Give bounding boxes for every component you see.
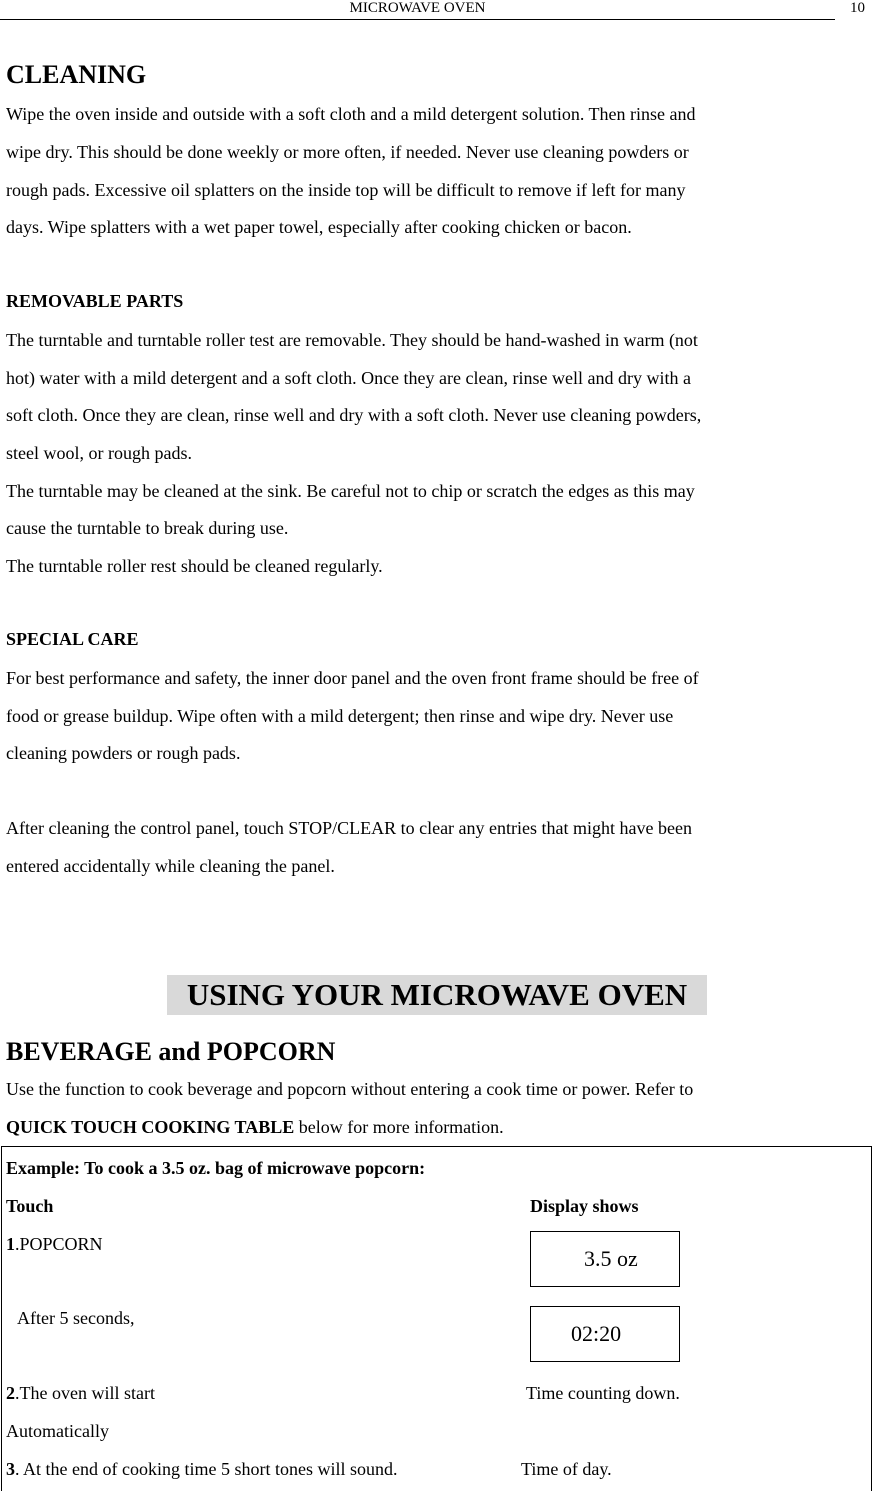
cleaning-heading: CLEANING [6,60,147,89]
removable-line: The turntable may be cleaned at the sink. Be careful not to chip or scratch the edges as this may [6,481,695,501]
step-1-text: .POPCORN [15,1234,103,1254]
special-line: entered accidentally while cleaning the panel. [6,856,335,876]
step-1-number: 1 [6,1234,15,1254]
header-rule [0,19,835,20]
touch-column-label [6,1194,53,1218]
removable-line: The turntable and turntable roller test are removable. They should be hand-washed in warm (not [6,330,698,350]
step-2-text-continued: Automatically [6,1421,109,1441]
beverage-popcorn-heading: BEVERAGE and POPCORN [6,1037,336,1066]
step-1 [6,1232,103,1256]
display-readout-weight: 3.5 oz [530,1231,680,1287]
step-3-text: . At the end of cooking time 5 short tones will sound. [15,1459,398,1479]
step-2-text: .The oven will start [15,1383,155,1403]
cleaning-line: Wipe the oven inside and outside with a soft cloth and a mild detergent solution. Then rinse and [6,104,696,124]
quick-touch-table-ref: QUICK TOUCH COOKING TABLE [6,1117,295,1137]
removable-line: The turntable roller rest should be cleaned regularly. [6,556,383,576]
touch-label-text: Touch [6,1196,54,1216]
removable-parts-heading: REMOVABLE PARTS [6,291,184,311]
removable-line: hot) water with a mild detergent and a soft cloth. Once they are clean, rinse well and dry with a [6,368,691,388]
cleaning-line: wipe dry. This should be done weekly or more often, if needed. Never use cleaning powders or [6,142,689,162]
step-2-display: Time counting down. [526,1383,680,1403]
step-2-number: 2 [6,1383,15,1403]
display-column-label [530,1194,639,1218]
step-3-number: 3 [6,1459,15,1479]
using-microwave-banner: USING YOUR MICROWAVE OVEN [167,975,707,1015]
step-2 [6,1381,155,1405]
beverage-line [6,1115,504,1139]
page-number: 10 [850,0,865,16]
example-title-text: Example: To cook a 3.5 oz. bag of microwave popcorn: [6,1158,426,1178]
cleaning-line: days. Wipe splatters with a wet paper towel, especially after cooking chicken or bacon. [6,217,632,237]
special-line: For best performance and safety, the inner door panel and the oven front frame should be free of [6,668,699,688]
special-line: food or grease buildup. Wipe often with a mild detergent; then rinse and wipe dry. Never use [6,706,674,726]
display-readout-time: 02:20 [530,1306,680,1362]
removable-line: steel wool, or rough pads. [6,443,192,463]
step-3-display: Time of day. [521,1459,612,1479]
display-label-text: Display shows [530,1196,639,1216]
removable-line: cause the turntable to break during use. [6,518,289,538]
step-3 [6,1457,397,1481]
beverage-line: Use the function to cook beverage and popcorn without entering a cook time or power. Refer to [6,1079,694,1099]
beverage-line-rest: below for more information. [294,1117,504,1137]
cleaning-line: rough pads. Excessive oil splatters on the inside top will be difficult to remove if left for many [6,180,686,200]
special-line: cleaning powders or rough pads. [6,743,241,763]
example-title [6,1156,425,1180]
special-line: After cleaning the control panel, touch STOP/CLEAR to clear any entries that might have been [6,818,692,838]
running-header-title: MICROWAVE OVEN [349,0,486,16]
after-seconds-text: After 5 seconds, [17,1308,135,1328]
removable-line: soft cloth. Once they are clean, rinse well and dry with a soft cloth. Never use cleaning powders, [6,405,702,425]
special-care-heading: SPECIAL CARE [6,629,139,649]
